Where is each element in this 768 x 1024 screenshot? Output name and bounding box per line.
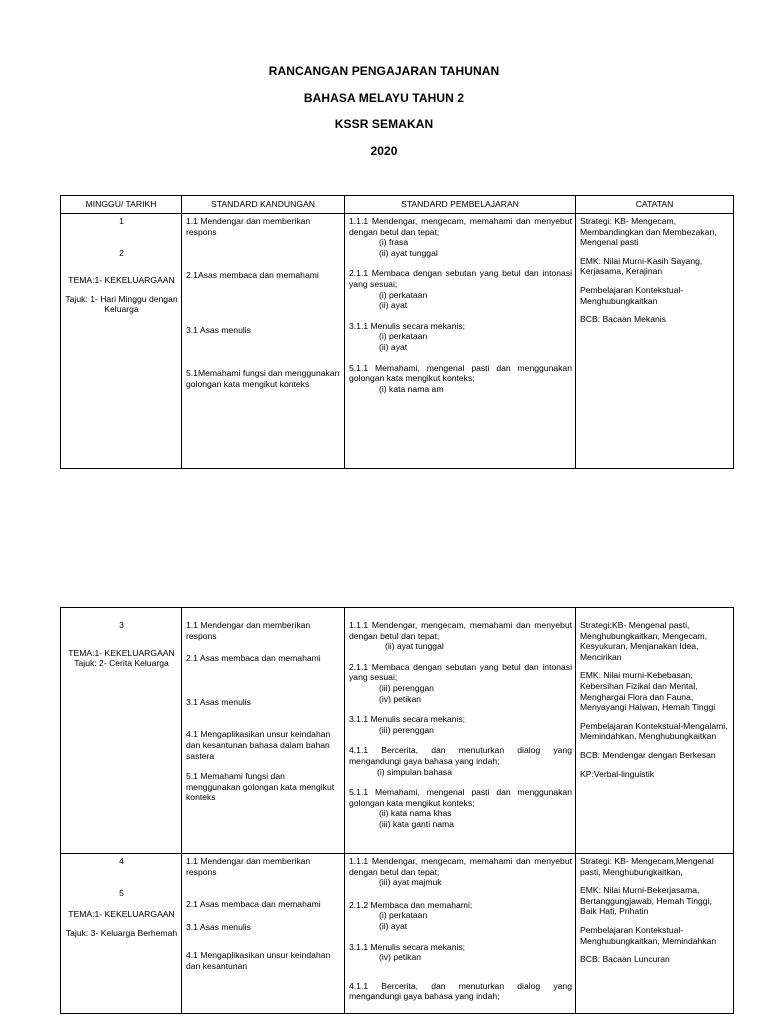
catatan-bcb: BCB: Mendengar dengan Berkesan <box>580 749 716 760</box>
pembelajaran-subitem: (iii) ayat majmuk <box>379 877 442 888</box>
week-number: 1 <box>119 216 124 226</box>
pembelajaran-item: 5.1.1 Memahami, mengenal pasti dan menggunakan golongan kata mengikut konteks; <box>349 787 572 808</box>
kandungan-cell <box>182 608 345 854</box>
catatan-kp: KP:Verbal-linguistik <box>580 768 655 779</box>
pembelajaran-subitem: (ii) ayat <box>379 300 408 311</box>
minggu-cell <box>61 854 182 1014</box>
pembelajaran-item: 1.1.1 Mendengar, mengecam, memahami dan menyebut dengan betul dan tepat; <box>349 216 572 237</box>
table-row <box>61 214 734 469</box>
header-standard-kandungan: STANDARD KANDUNGAN <box>182 196 345 214</box>
week-number: 4 <box>119 856 124 866</box>
header-standard-pembelajaran: STANDARD PEMBELAJARAN <box>345 196 576 214</box>
kandungan-item: 5.1 Memahami fungsi dan menggunakan golongan kata mengikut konteks <box>186 771 335 803</box>
pembelajaran-subitem: (iv) petikan <box>379 952 422 963</box>
catatan-cell <box>576 854 734 1014</box>
catatan-bcb: BCB: Bacaan Mekanis <box>580 314 666 325</box>
minggu-cell <box>61 608 182 854</box>
pembelajaran-item: 3.1.1 Menulis secara mekanis; <box>349 320 466 331</box>
pembelajaran-item: 4.1.1 Bercerita, dan menuturkan dialog yang mengandungi gaya bahasa yang indah; <box>349 745 572 766</box>
catatan-cell <box>576 214 734 469</box>
pembelajaran-subitem: (ii) ayat tunggal <box>385 641 444 652</box>
lesson-plan-table-2 <box>60 607 734 1014</box>
kandungan-item: 2.1 Asas membaca dan memahami <box>186 653 321 664</box>
week-number: 2 <box>119 247 124 258</box>
kandungan-cell <box>182 214 345 469</box>
kandungan-item: 2.1Asas membaca dan memahami <box>186 270 319 281</box>
week-number: 3 <box>119 620 124 630</box>
pembelajaran-item: 2.1.1 Membaca dengan sebutan yang betul dan intonasi yang sesuai; <box>349 268 572 289</box>
catatan-strategi: Strategi:KB- Mengenal pasti, Menghubungkaitkan, Mengecam, Kesyukuran, Menjanakan Idea, Mencirikan <box>580 620 708 662</box>
document-subject: BAHASA MELAYU TAHUN 2 <box>303 91 465 105</box>
tajuk-label: Tajuk: 2- Cerita Keluarga <box>74 658 169 669</box>
pembelajaran-subitem: (iii) kata ganti nama <box>379 818 454 829</box>
pembelajaran-item: 3.1.1 Menulis secara mekanis; <box>349 941 466 952</box>
document-curriculum: KSSR SEMAKAN <box>334 117 434 131</box>
kandungan-item: 2.1 Asas membaca dan memahami <box>186 899 321 910</box>
pembelajaran-item: 1.1.1 Mendengar, mengecam, memahami dan menyebut dengan betul dan tepat; <box>349 856 572 877</box>
pembelajaran-subitem: (iv) petikan <box>379 693 422 704</box>
pembelajaran-subitem: (ii) ayat <box>379 920 408 931</box>
header-catatan: CATATAN <box>576 196 734 214</box>
pembelajaran-subitem: (i) perkataan <box>379 289 428 300</box>
minggu-cell <box>61 214 182 469</box>
catatan-cell <box>576 608 734 854</box>
pembelajaran-cell <box>345 608 576 854</box>
table-row <box>61 854 734 1014</box>
pembelajaran-subitem: (ii) ayat tunggal <box>379 247 438 258</box>
pembelajaran-item: 2.1.2 Membaca dan memahami; <box>349 899 473 910</box>
table-header-row <box>61 196 734 214</box>
catatan-emk: EMK: Nilai Murni-Bekerjasama, Bertanggungjawab, Hemah Tinggi, Baik Hati, Prihatin <box>580 885 712 917</box>
document-year: 2020 <box>370 144 398 158</box>
pembelajaran-item: 5.1.1 Memahami, mengenal pasti dan menggunakan golongan kata mengikut konteks; <box>349 362 572 384</box>
pembelajaran-subitem: (i) frasa <box>379 237 409 248</box>
header-minggu: MINGGU/ TARIKH <box>61 196 182 214</box>
catatan-bcb: BCB: Bacaan Luncuran <box>580 954 670 965</box>
document-title: RANCANGAN PENGAJARAN TAHUNAN <box>268 64 500 78</box>
lesson-plan-table-1 <box>60 195 734 469</box>
pembelajaran-subitem: (i) simpulan bahasa <box>377 766 452 777</box>
pembelajaran-subitem: (i) kata nama am <box>379 383 444 394</box>
pembelajaran-item: 4.1.1 Bercerita, dan menuturkan dialog yang mengandungi gaya bahasa yang indah; <box>349 980 572 1002</box>
tajuk-label: Tajuk: 3- Keluarga Berhemah <box>65 927 178 938</box>
pembelajaran-subitem: (iii) perenggan <box>379 682 434 693</box>
kandungan-item: 1.1 Mendengar dan memberikan respons <box>186 620 311 641</box>
catatan-pembelajaran-kontekstual: Pembelajaran Kontekstual-Menghubungkaitkan, Memindahkan <box>580 924 717 946</box>
kandungan-item: 3.1 Asas menulis <box>186 696 251 707</box>
pembelajaran-item: 2.1.1 Membaca dengan sebutan yang betul dan intonasi yang sesuai; <box>349 661 572 683</box>
tema-label: TEMA:1- KEKELUARGAAN <box>68 647 175 658</box>
catatan-emk: EMK: Nilai Murni-Kasih Sayang, Kerjasama, Kerajinan <box>580 255 703 277</box>
pembelajaran-cell <box>345 854 576 1014</box>
tema-label: TEMA:1- KEKELUARGAAN <box>68 275 175 286</box>
catatan-pembelajaran-kontekstual: Pembelajaran Kontekstual-Menghubungkaitkan <box>580 284 684 306</box>
pembelajaran-item: 3.1.1 Menulis secara mekanis; <box>349 714 466 725</box>
pembelajaran-subitem: (i) perkataan <box>379 331 428 342</box>
catatan-strategi: Strategi: KB- Mengecam, Membandingkan dan Membezakan, Mengenal pasti <box>580 216 717 248</box>
table-row <box>61 608 734 854</box>
kandungan-item: 3.1 Asas menulis <box>186 324 251 335</box>
pembelajaran-subitem: (i) perkataan <box>379 910 428 921</box>
kandungan-item: 1.1 Mendengar dan memberikan respons <box>186 216 311 237</box>
catatan-strategi: Strategi: KB- Mengecam,Mengenal pasti, Menghubungkaitkan, <box>580 856 714 877</box>
pembelajaran-item: 1.1.1 Mendengar, mengecam, memahami dan menyebut dengan betul dan tepat; <box>349 620 572 641</box>
tema-label: TEMA:1- KEKELUARGAAN <box>68 909 175 920</box>
catatan-pembelajaran-kontekstual: Pembelajaran Kontekstual-Mengalami, Memindahkan, Menghubungkaitkan <box>580 720 728 742</box>
kandungan-item: 1.1 Mendengar dan memberikan respons <box>186 856 311 877</box>
kandungan-item: 3.1 Asas menulis <box>186 921 251 932</box>
kandungan-item: 4.1 Mengaplikasikan unsur keindahan dan kesantunan <box>186 950 331 971</box>
pembelajaran-cell <box>345 214 576 469</box>
pembelajaran-subitem: (iii) perenggan <box>379 724 434 735</box>
catatan-emk: EMK: Nilai murni-Kebebasan, Kebersihan Fizikal dan Mental, Menghargai Flora dan Fauna, Menyayangi Haiwan, Hemah Tinggi <box>580 670 716 713</box>
tajuk-label: Tajuk: 1- Hari Minggu dengan Keluarga <box>65 293 178 315</box>
kandungan-item: 5.1Memahami fungsi dan menggunakan golongan kata mengikut konteks <box>186 368 340 389</box>
pembelajaran-subitem: (ii) kata nama khas <box>379 808 452 819</box>
pembelajaran-subitem: (ii) ayat <box>379 341 408 352</box>
week-number: 5 <box>119 887 124 898</box>
kandungan-cell <box>182 854 345 1014</box>
kandungan-item: 4.1 Mengaplikasikan unsur keindahan dan kesantunan bahasa dalam bahan sastera <box>186 729 331 761</box>
